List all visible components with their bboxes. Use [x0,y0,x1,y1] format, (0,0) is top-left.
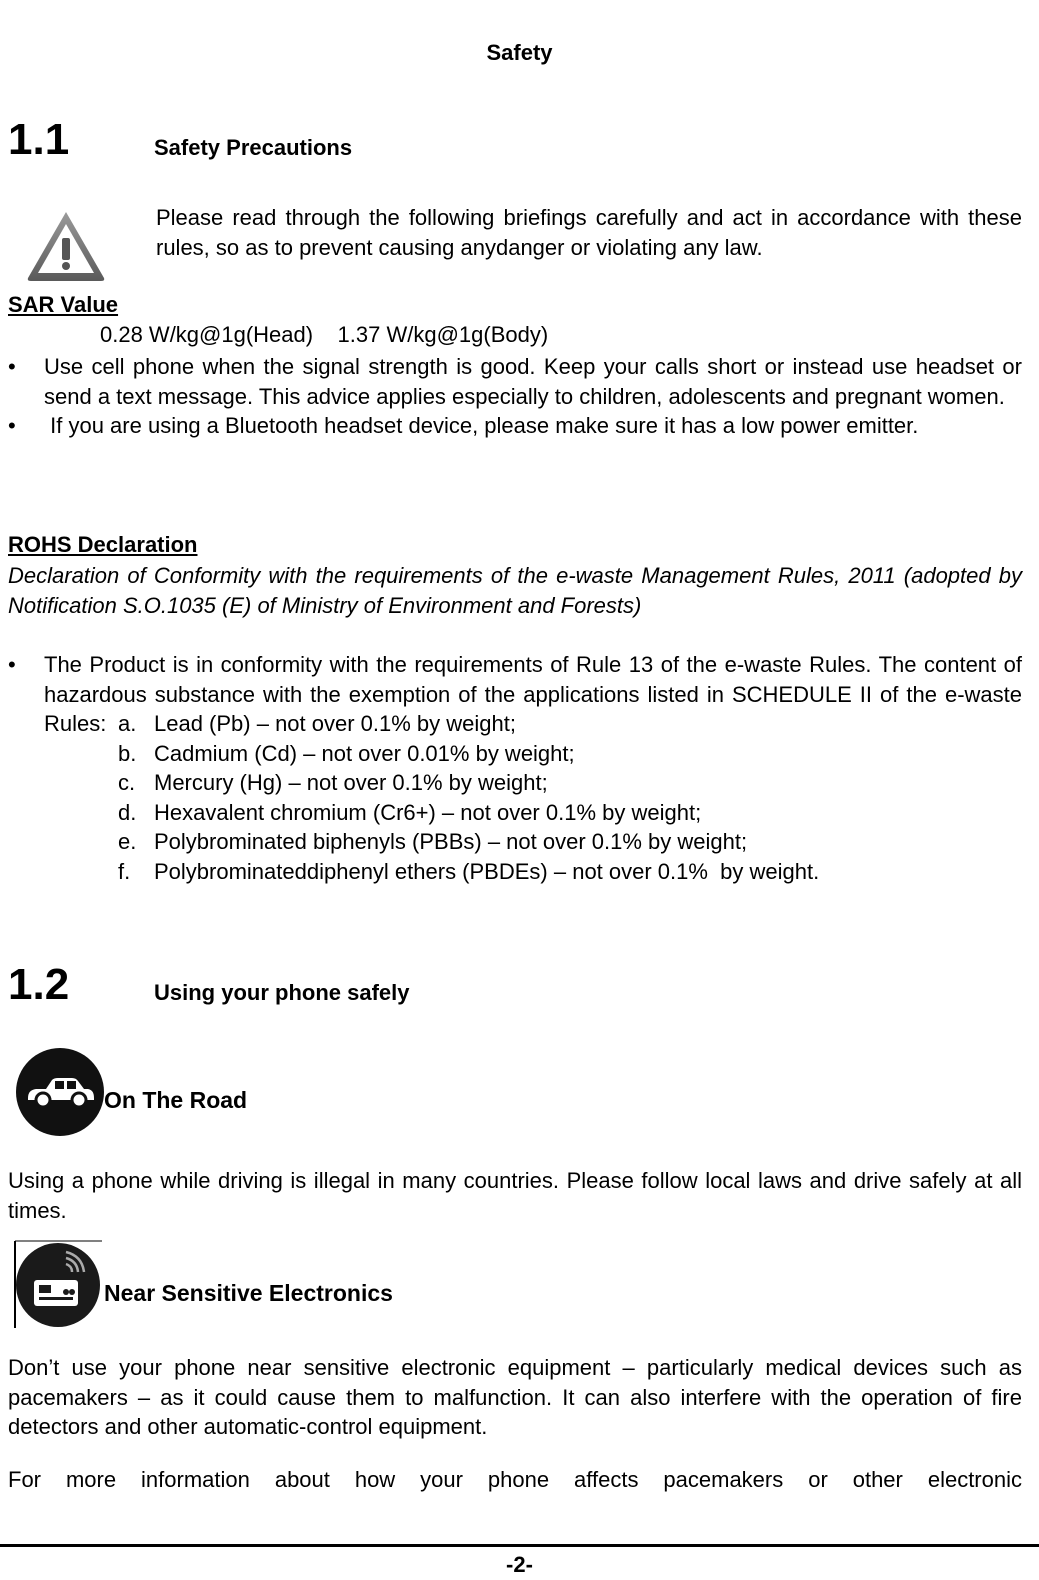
electronics-paragraph-continued: For more information about how your phone affects pacemakers or other electronic [8,1467,1022,1492]
list-item: f. Polybrominateddiphenyl ethers (PBDEs) – not over 0.1% by weight. [118,858,820,884]
intro-paragraph: Please read through the following briefings carefully and act in accordance with these rules, so as to prevent causing anydanger or violating any law. [156,205,1022,260]
section-number: 1.2 [8,960,70,1009]
rohs-heading: ROHS Declaration [8,532,198,557]
footer-divider [0,1544,1039,1547]
substance-list [118,709,1018,886]
list-item: • If you are using a Bluetooth headset device, please make sure it has a low power emitter. [8,413,919,438]
list-item: a. Lead (Pb) – not over 0.1% by weight; [118,711,516,736]
electronics-paragraph: Don’t use your phone near sensitive electronic equipment – particularly medical devices such as pacemakers – as it could cause them to malfunction. It can also interfere with the operation of fire detectors and other automatic-control equipment. [8,1355,1022,1439]
list-item: e. Polybrominated biphenyls (PBBs) – not over 0.1% by weight; [118,829,748,854]
sar-heading: SAR Value [8,292,119,317]
road-paragraph: Using a phone while driving is illegal in many countries. Please follow local laws and drive safely at all times. [8,1168,1022,1223]
warning-icon [24,208,108,284]
section-title: Using your phone safely [154,980,410,1005]
page-number: -2- [506,1552,533,1577]
list-item: • Use cell phone when the signal strength is good. Keep your calls short or instead use headset or send a text message. This advice applies especially to children, adolescents and pregnant women. [8,354,1022,409]
sar-values: 0.28 W/kg@1g(Head) 1.37 W/kg@1g(Body) [100,322,549,347]
page-header: Safety [486,40,553,65]
list-item: c. Mercury (Hg) – not over 0.1% by weight; [118,770,548,795]
road-heading: On The Road [104,1087,248,1113]
section-number: 1.1 [8,115,70,164]
list-item: d. Hexavalent chromium (Cr6+) – not over 0.1% by weight; [118,799,702,825]
section-title: Safety Precautions [154,135,353,160]
rohs-declaration: Declaration of Conformity with the requirements of the e-waste Management Rules, 2011 (adopted by Notification S.O.1035 (E) of Ministry of Environment and Forests) [8,563,1022,618]
sar-bullets [8,352,1022,441]
list-item: • The Product is in conformity with the requirements of Rule 13 of the e-waste Rules. The content of hazardous substance with the exemption of the applications listed in SCHEDULE II of the e-waste Rules: [8,652,1022,736]
list-item: b. Cadmium (Cd) – not over 0.01% by weight; [118,740,575,766]
electronics-heading: Near Sensitive Electronics [104,1280,393,1306]
electronic-device-icon [14,1240,104,1330]
car-icon [16,1048,104,1136]
